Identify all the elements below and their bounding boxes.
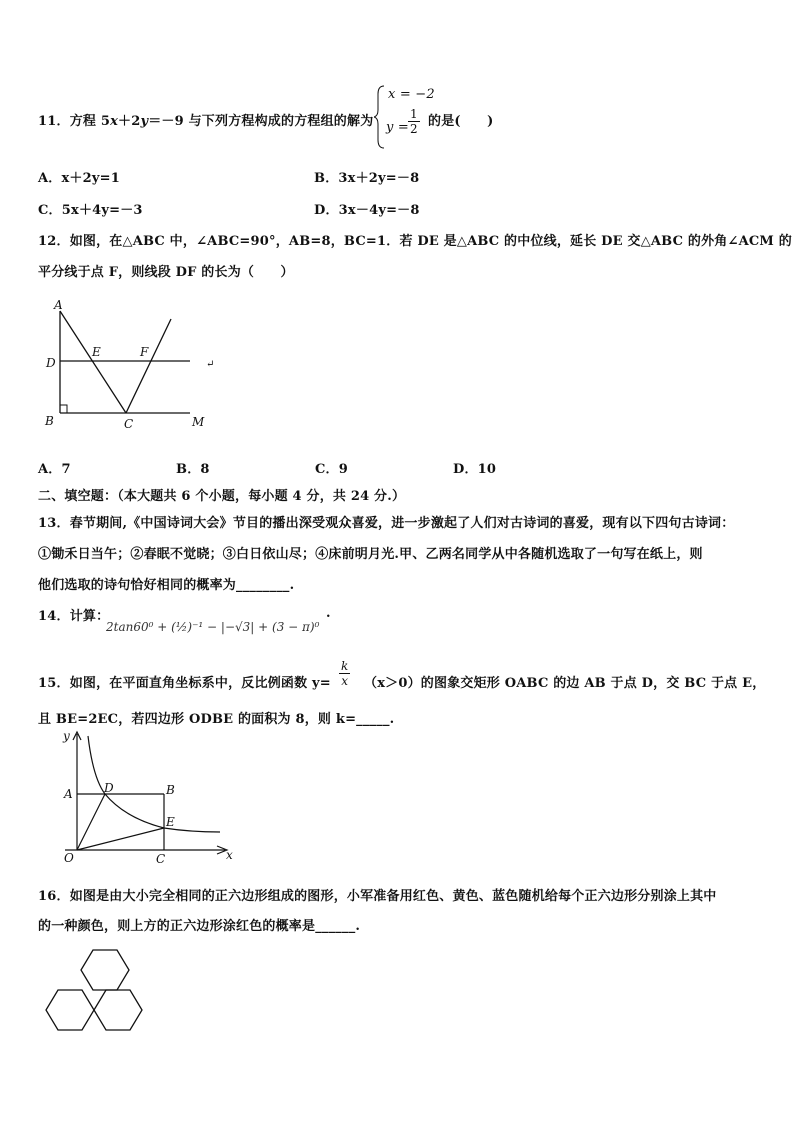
label-m: M bbox=[192, 415, 205, 429]
q11-stem: 11．方程 5x＋2y＝－9 与下列方程构成的方程组的解为 bbox=[38, 114, 374, 129]
q15-line1-a: 15．如图，在平面直角坐标系中，反比例函数 y= bbox=[38, 676, 331, 691]
q11-option-b: B．3x＋2y=－8 bbox=[314, 171, 420, 186]
system-x: x = −2 bbox=[388, 87, 435, 102]
q16-line1: 16．如图是由大小完全相同的正六边形组成的图形，小军准备用红色、黄色、蓝色随机给每个正六边形分别涂上其中 bbox=[38, 889, 717, 904]
label-b: B bbox=[45, 414, 54, 428]
q15-fraction: $\frac{k}{x}$ bbox=[341, 659, 349, 688]
label-e: E bbox=[166, 815, 175, 829]
q13-line3: 他们选取的诗句恰好相同的概率为________. bbox=[38, 578, 295, 593]
system-y-lhs: y = bbox=[386, 120, 409, 135]
q12-figure bbox=[40, 295, 230, 435]
q15-figure bbox=[55, 728, 240, 870]
system-y-fraction: $\frac{1}{2}$ bbox=[410, 107, 418, 136]
q12-option-c: C．9 bbox=[315, 462, 348, 477]
q12-line1: 12．如图，在△ABC 中，∠ABC=90°，AB=8，BC=1．若 DE 是△ABC 的中位线，延长 DE 交△ABC 的外角∠ACM 的 bbox=[38, 234, 792, 249]
q12-option-b: B．8 bbox=[176, 462, 210, 477]
q14-expression: 2tan60⁰ + (½)⁻¹ − |−√3| + (3 − π)⁰ bbox=[106, 620, 320, 634]
label-d: D bbox=[46, 356, 56, 370]
q15-line2: 且 BE=2EC，若四边形 ODBE 的面积为 8，则 k=_____. bbox=[38, 712, 395, 727]
label-b: B bbox=[166, 783, 175, 797]
q11-option-a: A．x＋2y=1 bbox=[38, 171, 120, 186]
label-a: A bbox=[54, 298, 63, 312]
axis-y-label: y bbox=[63, 729, 70, 743]
section-title: 二、填空题：（本大题共 6 个小题，每小题 4 分，共 24 分.） bbox=[38, 489, 406, 504]
return-mark: ↵ bbox=[206, 359, 215, 370]
label-f: F bbox=[140, 345, 149, 359]
hexagon-top bbox=[81, 950, 129, 990]
label-c: C bbox=[156, 852, 166, 866]
q16-line2: 的一种颜色，则上方的正六边形涂红色的概率是______. bbox=[38, 919, 361, 934]
q16-hexagon-figure bbox=[44, 948, 144, 1044]
q11-option-d: D．3x－4y=－8 bbox=[314, 203, 420, 218]
label-e: E bbox=[92, 345, 101, 359]
label-d: D bbox=[104, 781, 114, 795]
label-a: A bbox=[64, 787, 73, 801]
q14-dot: . bbox=[326, 606, 331, 621]
q11-option-c: C．5x＋4y=－3 bbox=[38, 203, 143, 218]
q13-line2: ①锄禾日当午；②春眠不觉晓；③白日依山尽；④床前明月光.甲、乙两名同学从中各随机选取了一句写在纸上，则 bbox=[38, 547, 703, 562]
hexagon-bottom-right bbox=[94, 990, 142, 1030]
q12-line2: 平分线于点 F，则线段 DF 的长为（ ） bbox=[38, 265, 294, 280]
q11-stem-end: 的是( ) bbox=[428, 114, 494, 129]
q12-option-d: D．10 bbox=[453, 462, 497, 477]
label-o: O bbox=[64, 851, 74, 865]
q14-label: 14．计算： bbox=[38, 609, 110, 624]
label-c: C bbox=[124, 417, 134, 431]
q12-option-a: A．7 bbox=[38, 462, 71, 477]
axis-x-label: x bbox=[226, 848, 233, 862]
q15-line1-b: （x＞0）的图象交矩形 OABC 的边 AB 于点 D，交 BC 于点 E， bbox=[364, 676, 766, 691]
hexagon-bottom-left bbox=[46, 990, 94, 1030]
q13-line1: 13．春节期间,《中国诗词大会》节目的播出深受观众喜爱，进一步激起了人们对古诗词的喜爱，现有以下四句古诗词： bbox=[38, 516, 735, 531]
